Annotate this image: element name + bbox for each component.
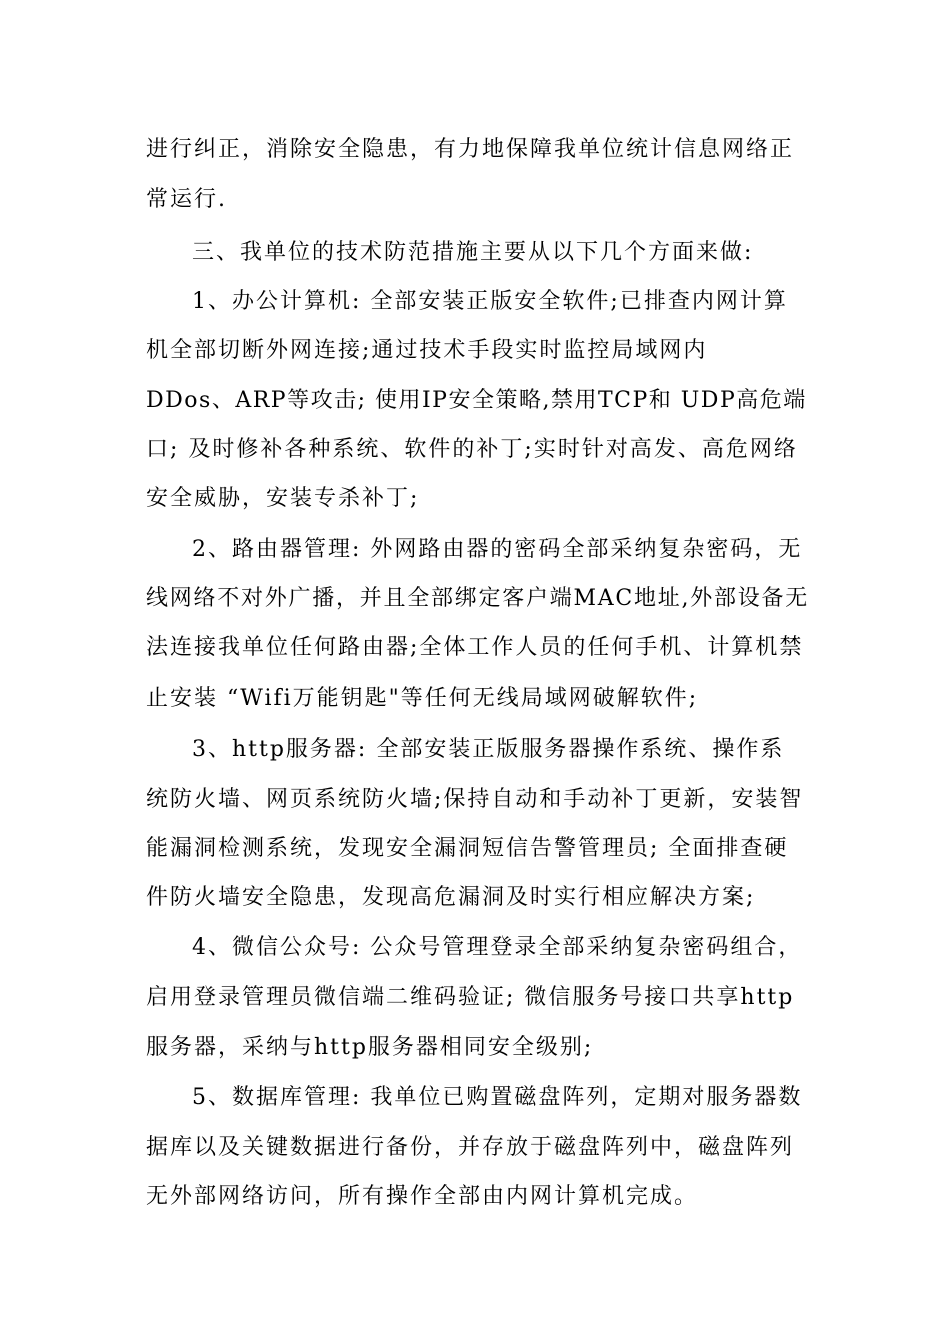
text-line: 5、数据库管理: 我单位已购置磁盘阵列，定期对服务器数 <box>192 1085 803 1110</box>
text-line: 启用登录管理员微信端二维码验证; 微信服务号接口共享http <box>146 985 795 1010</box>
text-line: 无外部网络访问，所有操作全部由内网计算机完成。 <box>146 1184 699 1209</box>
text-line: 安全威胁，安装专杀补丁; <box>146 486 420 511</box>
text-line: 4、微信公众号: 公众号管理登录全部采纳复杂密码组合， <box>192 935 803 960</box>
text-line: 进行纠正，消除安全隐患，有力地保障我单位统计信息网络正 <box>146 137 795 162</box>
text-line: 统防火墙、网页系统防火墙;保持自动和手动补丁更新，安装智 <box>146 787 804 812</box>
text-line: 服务器，采纳与http服务器相同安全级别; <box>146 1035 594 1060</box>
text-line: 机全部切断外网连接;通过技术手段实时监控局域网内 <box>146 338 708 363</box>
text-line: 件防火墙安全隐患，发现高危漏洞及时实行相应解决方案; <box>146 885 756 910</box>
text-line: 口; 及时修补各种系统、软件的补丁;实时针对高发、高危网络 <box>146 437 798 462</box>
text-line: 1、办公计算机: 全部安装正版安全软件;已排查内网计算 <box>192 289 788 314</box>
text-line: 能漏洞检测系统，发现安全漏洞短信告警管理员; 全面排查硬 <box>146 836 789 861</box>
text-line: 3、http服务器: 全部安装正版服务器操作系统、操作系 <box>192 737 785 762</box>
text-line: DDos、ARP等攻击; 使用IP安全策略,禁用TCP和 UDP高危端 <box>146 388 807 413</box>
text-line: 法连接我单位任何路由器;全体工作人员的任何手机、计算机禁 <box>146 635 804 660</box>
text-line: 2、路由器管理: 外网路由器的密码全部采纳复杂密码，无 <box>192 537 803 562</box>
text-line: 线网络不对外广播，并且全部绑定客户端MAC地址,外部设备无 <box>146 586 809 611</box>
section-heading: 三、我单位的技术防范措施主要从以下几个方面来做: <box>192 240 754 265</box>
text-line: 据库以及关键数据进行备份，并存放于磁盘阵列中，磁盘阵列 <box>146 1135 795 1160</box>
text-line: 止安装 “Wifi万能钥匙"等任何无线局域网破解软件; <box>146 686 699 711</box>
text-line: 常运行. <box>146 187 227 212</box>
